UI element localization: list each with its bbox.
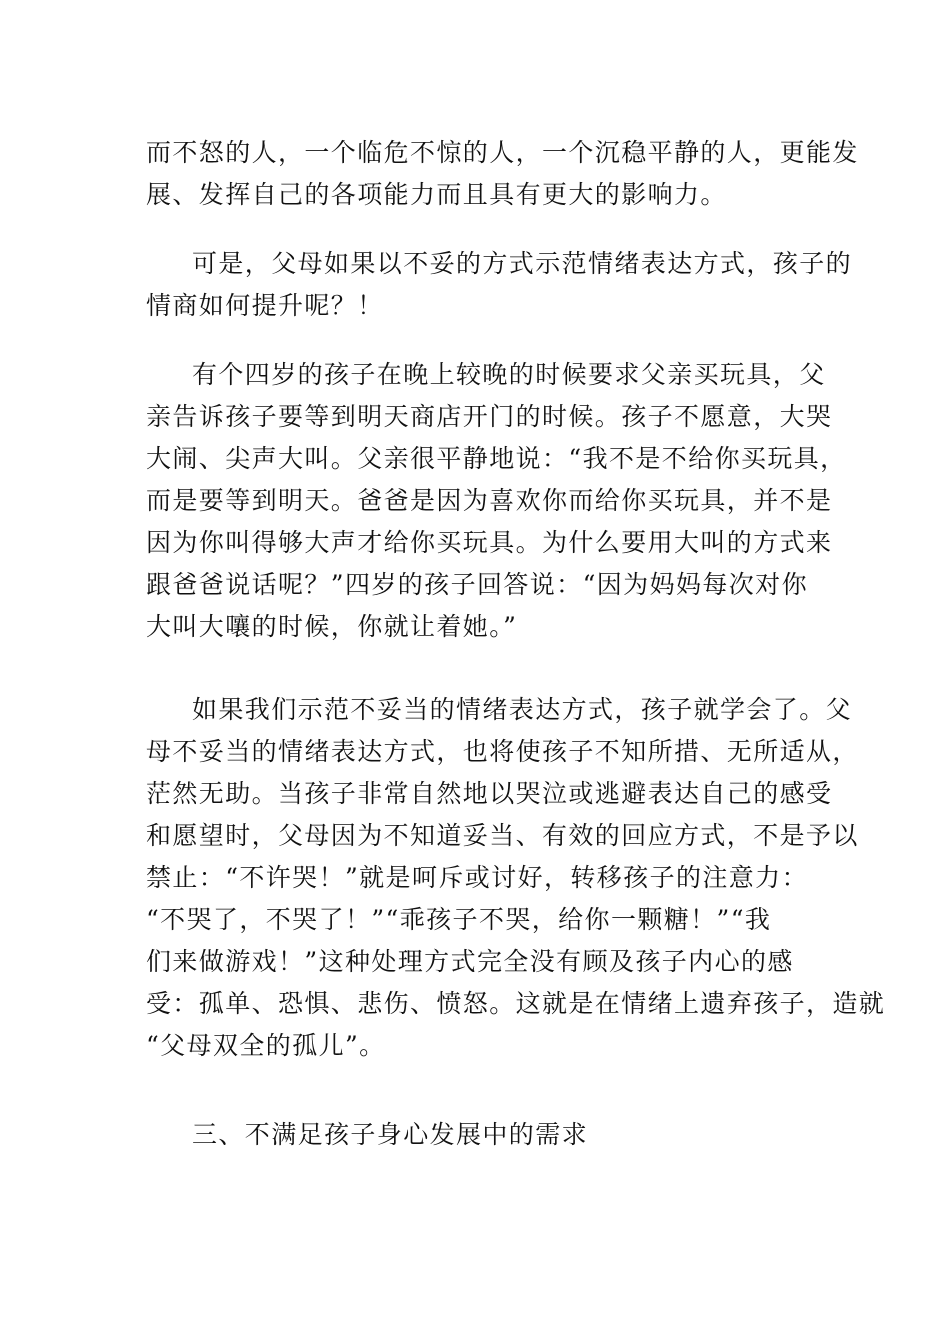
paragraph-parents-question bbox=[146, 243, 853, 327]
heading-line: 三、不满足孩子身心发展中的需求 bbox=[192, 1120, 589, 1149]
text-line: 禁止：“不许哭！”就是呵斥或讨好，转移孩子的注意力： bbox=[146, 863, 808, 892]
section-heading bbox=[146, 1114, 806, 1156]
text-line: 亲告诉孩子要等到明天商店开门的时候。孩子不愿意，大哭 bbox=[146, 402, 833, 431]
text-line: 可是，父母如果以不妥的方式示范情绪表达方式，孩子的 bbox=[192, 249, 853, 278]
text-line: 母不妥当的情绪表达方式，也将使孩子不知所措、无所适从， bbox=[146, 737, 859, 766]
text-line: “不哭了，不哭了！”“乖孩子不哭，给你一颗糖！”“我 bbox=[146, 905, 772, 934]
paragraph-improper-expression bbox=[146, 689, 886, 1067]
text-line: 受：孤单、恐惧、悲伤、愤怒。这就是在情绪上遗弃孩子，造就 bbox=[146, 989, 886, 1018]
paragraph-calm-person bbox=[146, 132, 859, 216]
text-line: 展、发挥自己的各项能力而且具有更大的影响力。 bbox=[146, 180, 727, 209]
text-line: 和愿望时，父母因为不知道妥当、有效的回应方式，不是予以 bbox=[146, 821, 859, 850]
text-line: 而是要等到明天。爸爸是因为喜欢你而给你买玩具，并不是 bbox=[146, 486, 833, 515]
text-line: 而不怒的人，一个临危不惊的人，一个沉稳平静的人，更能发 bbox=[146, 138, 859, 167]
text-line: 跟爸爸说话呢？”四岁的孩子回答说：“因为妈妈每次对你 bbox=[146, 570, 808, 599]
text-line: 因为你叫得够大声才给你买玩具。为什么要用大叫的方式来 bbox=[146, 528, 833, 557]
text-line: 大闹、尖声大叫。父亲很平静地说：“我不是不给你买玩具， bbox=[146, 444, 847, 473]
text-line: 们来做游戏！”这种处理方式完全没有顾及孩子内心的感 bbox=[146, 947, 794, 976]
text-line: 有个四岁的孩子在晚上较晚的时候要求父亲买玩具，父 bbox=[192, 360, 826, 389]
paragraph-toy-story bbox=[146, 354, 847, 648]
text-line: 情商如何提升呢？！ bbox=[146, 291, 384, 320]
text-line: “父母双全的孤儿”。 bbox=[146, 1031, 386, 1060]
text-line: 如果我们示范不妥当的情绪表达方式，孩子就学会了。父 bbox=[192, 695, 853, 724]
text-line: 大叫大嚷的时候，你就让着她。” bbox=[146, 612, 518, 641]
text-line: 茫然无助。当孩子非常自然地以哭泣或逃避表达自己的感受 bbox=[146, 779, 833, 808]
